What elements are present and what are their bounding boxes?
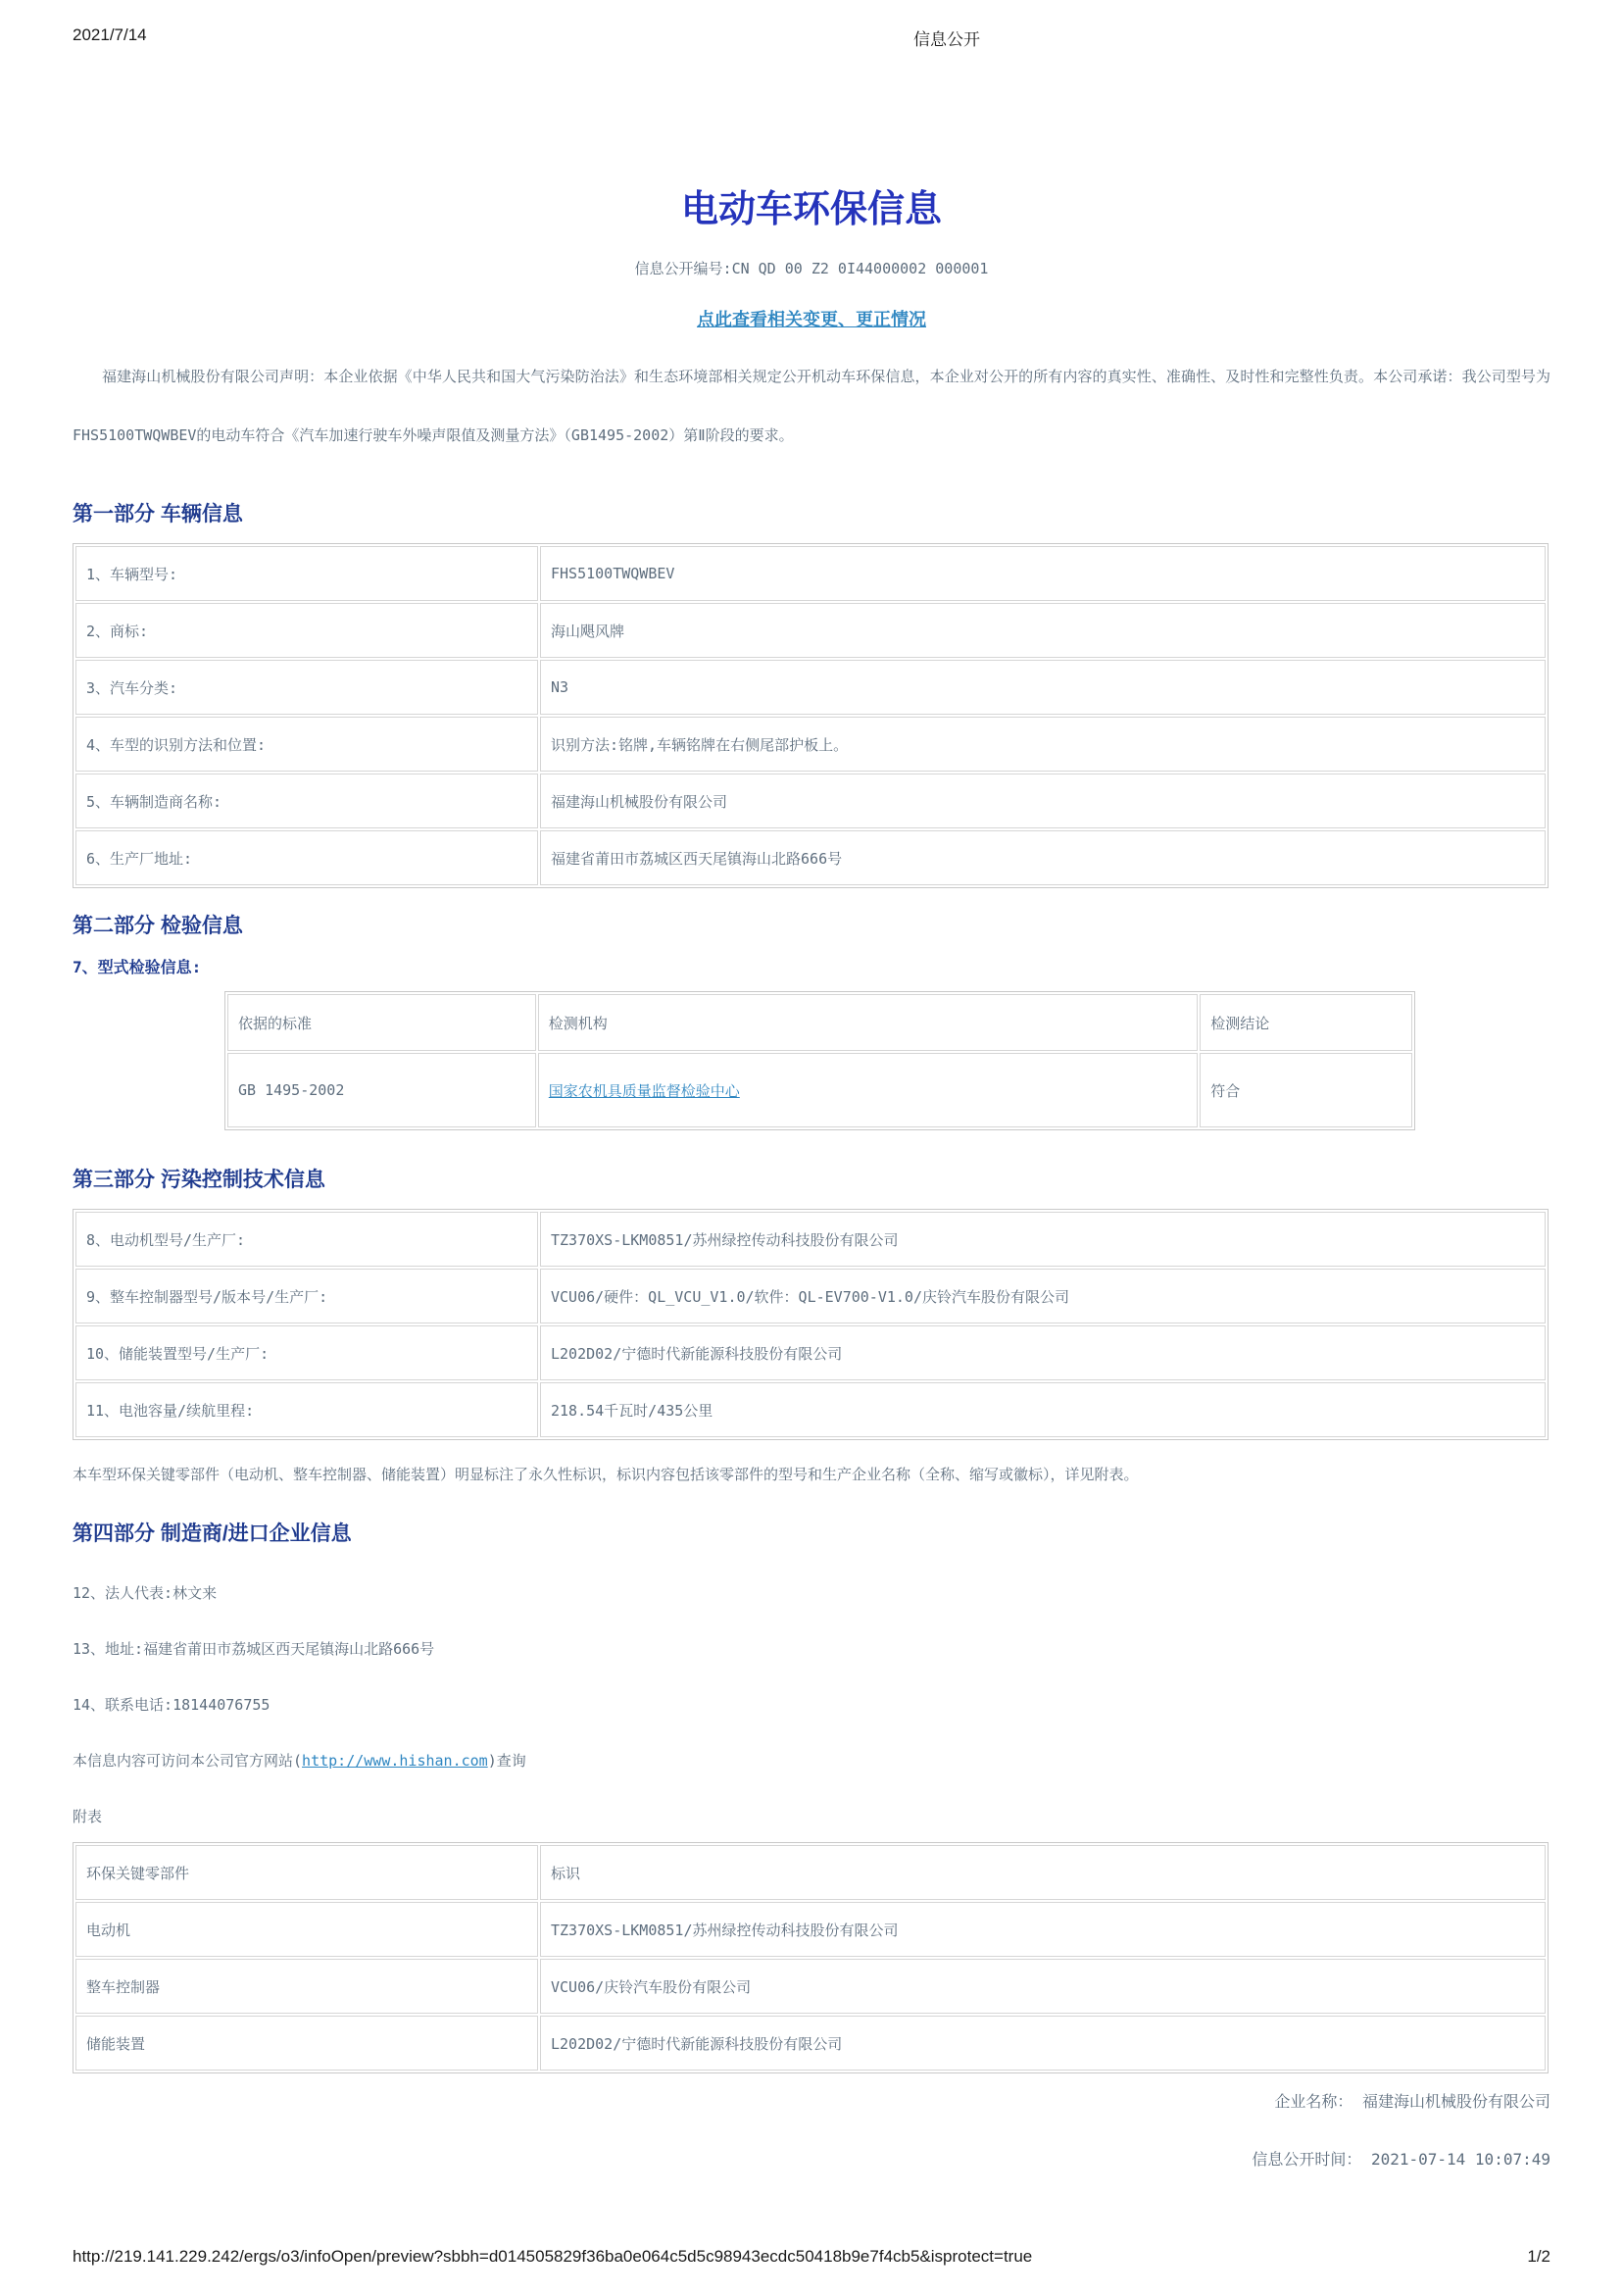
disclosure-time-line: 信息公开时间： 2021-07-14 10:07:49 [1252, 2150, 1550, 2169]
part-name: 整车控制器 [75, 1959, 538, 2014]
column-header: 检测结论 [1200, 994, 1412, 1051]
legal-representative: 12、法人代表:林文来 [73, 1584, 218, 1602]
print-header [73, 25, 1550, 49]
appendix-table [73, 1842, 1549, 2073]
section4-heading: 第四部分 制造商/进口企业信息 [73, 1522, 352, 1545]
part-name: 储能装置 [75, 2016, 538, 2071]
table-row [75, 1325, 1546, 1380]
row-value: FHS5100TWQWBEV [540, 546, 1546, 601]
print-date: 2021/7/14 [73, 25, 147, 44]
row-value: 福建海山机械股份有限公司 [540, 774, 1546, 828]
table-row [75, 830, 1546, 885]
company-name-line: 企业名称： 福建海山机械股份有限公司 [1274, 2092, 1550, 2111]
row-value: N3 [540, 660, 1546, 715]
row-label: 8、电动机型号/生产厂: [75, 1212, 538, 1267]
page-number: 1/2 [1527, 2247, 1550, 2266]
row-label: 9、整车控制器型号/版本号/生产厂: [75, 1269, 538, 1323]
print-header-title: 信息公开 [913, 30, 980, 49]
table-row [75, 1902, 1546, 1957]
part-name: 电动机 [75, 1902, 538, 1957]
row-value: TZ370XS-LKM0851/苏州绿控传动科技股份有限公司 [540, 1212, 1546, 1267]
row-value: 海山飓风牌 [540, 603, 1546, 658]
address: 13、地址:福建省莆田市荔城区西天尾镇海山北路666号 [73, 1640, 435, 1658]
part-mark: VCU06/庆铃汽车股份有限公司 [540, 1959, 1546, 2014]
column-header: 检测机构 [538, 994, 1198, 1051]
row-value: 识别方法:铭牌,车辆铭牌在右侧尾部护板上。 [540, 717, 1546, 772]
standard-cell: GB 1495-2002 [227, 1053, 536, 1127]
row-label: 2、商标: [75, 603, 538, 658]
row-label: 5、车辆制造商名称: [75, 774, 538, 828]
section3-heading: 第三部分 污染控制技术信息 [73, 1169, 325, 1191]
inspection-agency-link[interactable]: 国家农机具质量监督检验中心 [548, 1081, 740, 1100]
table-row [75, 1269, 1546, 1323]
row-label: 4、车型的识别方法和位置: [75, 717, 538, 772]
key-parts-note: 本车型环保关键零部件（电动机、整车控制器、储能装置）明显标注了永久性标识，标识内容包括该零部件的型号和生产企业名称（全称、缩写或徽标），详见附表。 [73, 1466, 1139, 1483]
table-row [75, 774, 1546, 828]
column-header: 环保关键零部件 [75, 1845, 538, 1900]
disclosure-number: 信息公开编号:CN QD 00 Z2 0I44000002 000001 [634, 260, 989, 277]
website-prefix: 本信息内容可访问本公司官方网站( [73, 1752, 303, 1770]
agency-cell [538, 1053, 1198, 1127]
table-row [75, 603, 1546, 658]
table-row [75, 546, 1546, 601]
row-value: VCU06/硬件：QL_VCU_V1.0/软件：QL-EV700-V1.0/庆铃汽车股份有限公司 [540, 1269, 1546, 1323]
part-mark: L202D02/宁德时代新能源科技股份有限公司 [540, 2016, 1546, 2071]
table-row [75, 1212, 1546, 1267]
section1-heading: 第一部分 车辆信息 [73, 503, 243, 525]
change-link-row [73, 306, 1550, 331]
appendix-label: 附表 [73, 1808, 103, 1825]
table-row [75, 1959, 1546, 2014]
row-label: 3、汽车分类: [75, 660, 538, 715]
row-value: 218.54千瓦时/435公里 [540, 1382, 1546, 1437]
row-label: 6、生产厂地址: [75, 830, 538, 885]
part-mark: TZ370XS-LKM0851/苏州绿控传动科技股份有限公司 [540, 1902, 1546, 1957]
row-label: 1、车辆型号: [75, 546, 538, 601]
row-label: 11、电池容量/续航里程: [75, 1382, 538, 1437]
pollution-control-table [73, 1209, 1549, 1440]
change-record-link[interactable]: 点此查看相关变更、更正情况 [697, 310, 926, 330]
row-value: L202D02/宁德时代新能源科技股份有限公司 [540, 1325, 1546, 1380]
document-content [73, 0, 1550, 2170]
print-footer [73, 2247, 1550, 2267]
row-label: 10、储能装置型号/生产厂: [75, 1325, 538, 1380]
table-row [75, 660, 1546, 715]
table-header-row [227, 994, 1412, 1051]
conclusion-cell: 符合 [1200, 1053, 1412, 1127]
column-header: 依据的标准 [227, 994, 536, 1051]
section2-heading: 第二部分 检验信息 [73, 915, 243, 937]
type-inspection-label: 7、型式检验信息: [73, 958, 202, 976]
contact-phone: 14、联系电话:18144076755 [73, 1696, 270, 1714]
table-header-row [75, 1845, 1546, 1900]
declaration-text: 福建海山机械股份有限公司声明：本企业依据《中华人民共和国大气污染防治法》和生态环境部相关规定公开机动车环保信息，本企业对公开的所有内容的真实性、准确性、及时性和完整性负责。本公司承诺：我公司型号为FHS5100TWQWBEV的电动车符合《汽车加速行驶车外噪声限值及测量方法》（GB1495-2002）第Ⅱ阶段的要求。 [73, 368, 1550, 444]
inspection-table [224, 991, 1415, 1130]
table-row [75, 2016, 1546, 2071]
table-row [75, 1382, 1546, 1437]
vehicle-info-table [73, 543, 1549, 888]
footer-url: http://219.141.229.242/ergs/o3/infoOpen/preview?sbbh=d014505829f36ba0e064c5d5c98943ecdc50418b9e7f4cb5&isprotect=true [73, 2247, 1033, 2266]
table-row [227, 1053, 1412, 1127]
website-suffix: )查询 [487, 1752, 526, 1770]
row-value: 福建省莆田市荔城区西天尾镇海山北路666号 [540, 830, 1546, 885]
table-row [75, 717, 1546, 772]
website-line [73, 1750, 1550, 1771]
company-website-link[interactable]: http://www.hishan.com [302, 1752, 488, 1770]
page-title: 电动车环保信息 [680, 189, 942, 230]
column-header: 标识 [540, 1845, 1546, 1900]
